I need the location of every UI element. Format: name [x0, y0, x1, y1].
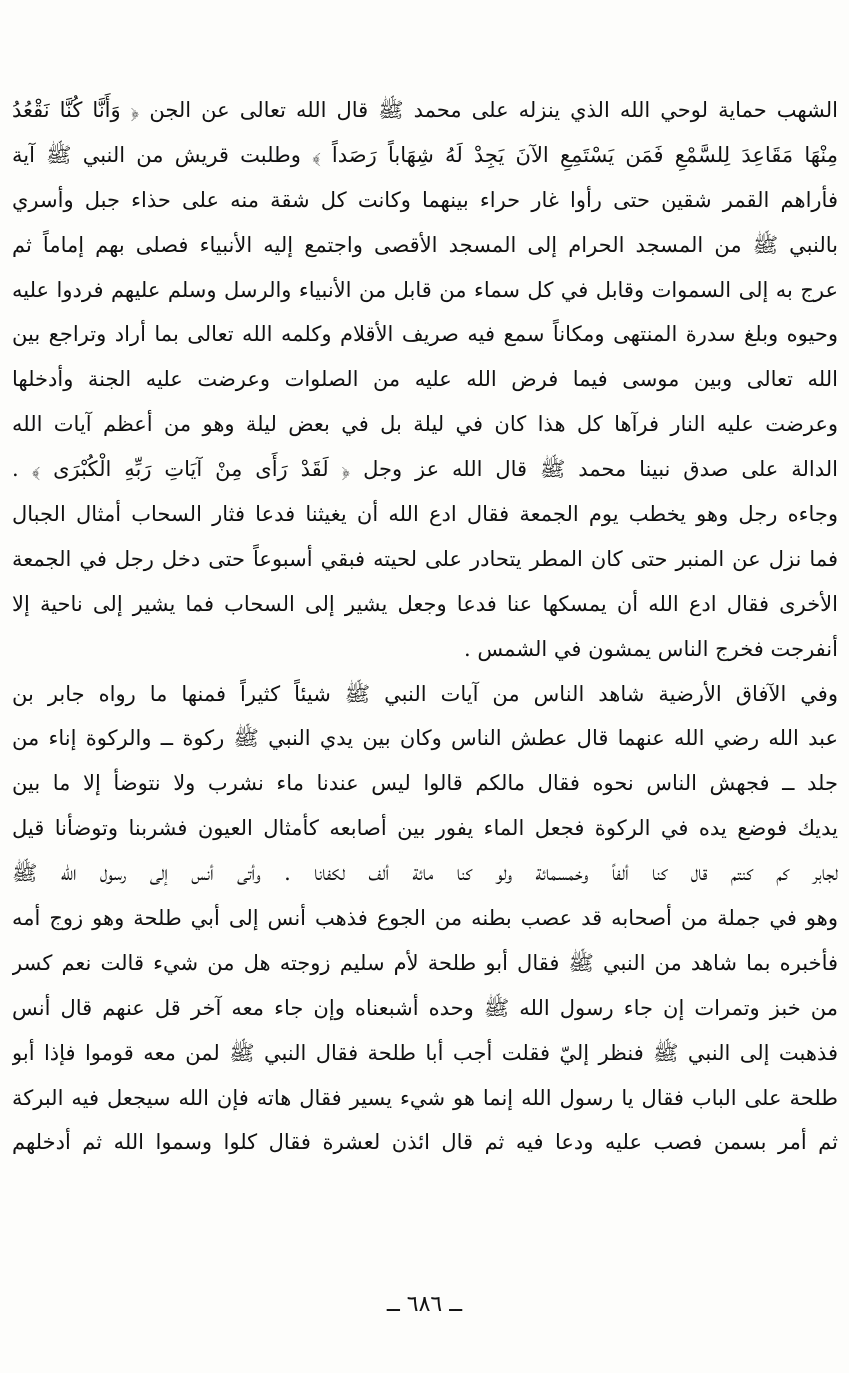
text-line: فذهبت إلى النبي ﷺ فنظر إليّ فقلت أجب أبا طلحة فقال النبي ﷺ لمن معه قوموا فإذا أبو	[12, 1040, 838, 1065]
text-line: جلد ــ فجهش الناس نحوه فقال مالكم قالوا ليس عندنا ماء نشرب ولا نتوضأ إلا ما بين	[12, 771, 838, 796]
text-line: الشهب حماية لوحي الله الذي ينزله على محمد ﷺ قال الله تعالى عن الجن ﴿ وَأَنَّا كُنَّا نَقْعُدُ	[12, 98, 838, 122]
text-line: طلحة على الباب فقال يا رسول الله إنما هو شيء يسير فقال هاته فإن الله سيجعل فيه البركة	[12, 1085, 838, 1110]
text-line: بالنبي ﷺ من المسجد الحرام إلى المسجد الأقصى واجتمع إليه الأنبياء فصلى بهم إماماً ثم	[12, 232, 838, 257]
text-line: فأراهم القمر شقين حتى رأوا غار حراء بينهما وكانت كل شقة منه على حذاء جبل وأسري	[12, 187, 838, 212]
text-line: وفي الآفاق الأرضية شاهد الناس من آيات النبي ﷺ شيئاً كثيراً فمنها ما رواه جابر بن	[12, 681, 838, 706]
text-line: الدالة على صدق نبينا محمد ﷺ قال الله عز وجل ﴿ لَقَدْ رَأَى مِنْ آيَاتِ رَبِّهِ الْكُبْرَى ﴾ .	[12, 457, 838, 482]
text-line: فما نزل عن المنبر حتى كان المطر يتحادر على لحيته فبقي أسبوعاً حتى دخل رجل في الجمعة	[12, 546, 838, 571]
text-line: من خبز وتمرات إن جاء رسول الله ﷺ وحده أشبعناه وإن جاء معه آخر قل عنهم قال أنس	[12, 995, 838, 1020]
text-line: وعرضت عليه النار فرآها كل هذا كان في ليلة بل في بعض ليلة وهو من أعظم آيات الله	[12, 412, 838, 437]
page-number: ــ ٦٨٦ ــ	[386, 1292, 463, 1317]
text-line: عرج به إلى السموات وقابل في كل سماء من قابل من الأنبياء والرسل وسلم عليهم فردوا عليه	[12, 277, 838, 302]
body-text	[12, 88, 838, 1165]
text-line: ثم أمر بسمن فصب عليه ودعا فيه ثم قال ائذن لعشرة فقال كلوا وسموا الله ثم أدخلهم	[12, 1130, 838, 1155]
text-line: وجاءه رجل وهو يخطب يوم الجمعة فقال ادع الله أن يغيثنا فدعا فثار السحاب أمثال الجبال	[12, 502, 838, 527]
text-line: وهو في جملة من أصحابه قد عصب بطنه من الجوع فذهب أنس إلى أبي طلحة وهو زوج أمه	[12, 906, 838, 931]
text-line: أنفرجت فخرج الناس يمشون في الشمس .	[464, 636, 838, 661]
text-line: لجابر كم كنتم قال كنا ألفاً وخمسمائة ولو كنا مائة ألف لكفانا . وأتى أنس إلى رسول الله ﷺ	[12, 861, 838, 886]
text-line: الأخرى فقال ادع الله أن يمسكها عنا فدعا وجعل يشير إلى السحاب فما يشير إلى ناحية إلا	[12, 591, 838, 616]
text-line: الله تعالى وبين موسى فيما فرض الله عليه من الصلوات وعرضت عليه الجنة وأدخلها	[12, 367, 838, 392]
text-line: وحيوه وبلغ سدرة المنتهى ومكاناً سمع فيه صريف الأقلام وكلمه الله تعالى بما أراد وتراجع بين	[12, 322, 838, 347]
text-line: يديك فوضع يده في الركوة فجعل الماء يفور بين أصابعه كأمثال العيون فشربنا وتوضأنا قيل	[12, 816, 838, 841]
text-line: مِنْهَا مَقَاعِدَ لِلسَّمْعِ فَمَن يَسْتَمِعِ الآنَ يَجِدْ لَهُ شِهَاباً رَصَداً ﴾ وطلبت قريش من النبي ﷺ آية	[12, 142, 838, 167]
text-line: فأخبره بما شاهد من النبي ﷺ فقال أبو طلحة لأم سليم زوجته هل من شيء قالت نعم كسر	[12, 950, 838, 975]
text-line: عبد الله رضي الله عنهما قال عطش الناس وكان بين يدي النبي ﷺ ركوة ــ والركوة إناء من	[12, 726, 838, 751]
